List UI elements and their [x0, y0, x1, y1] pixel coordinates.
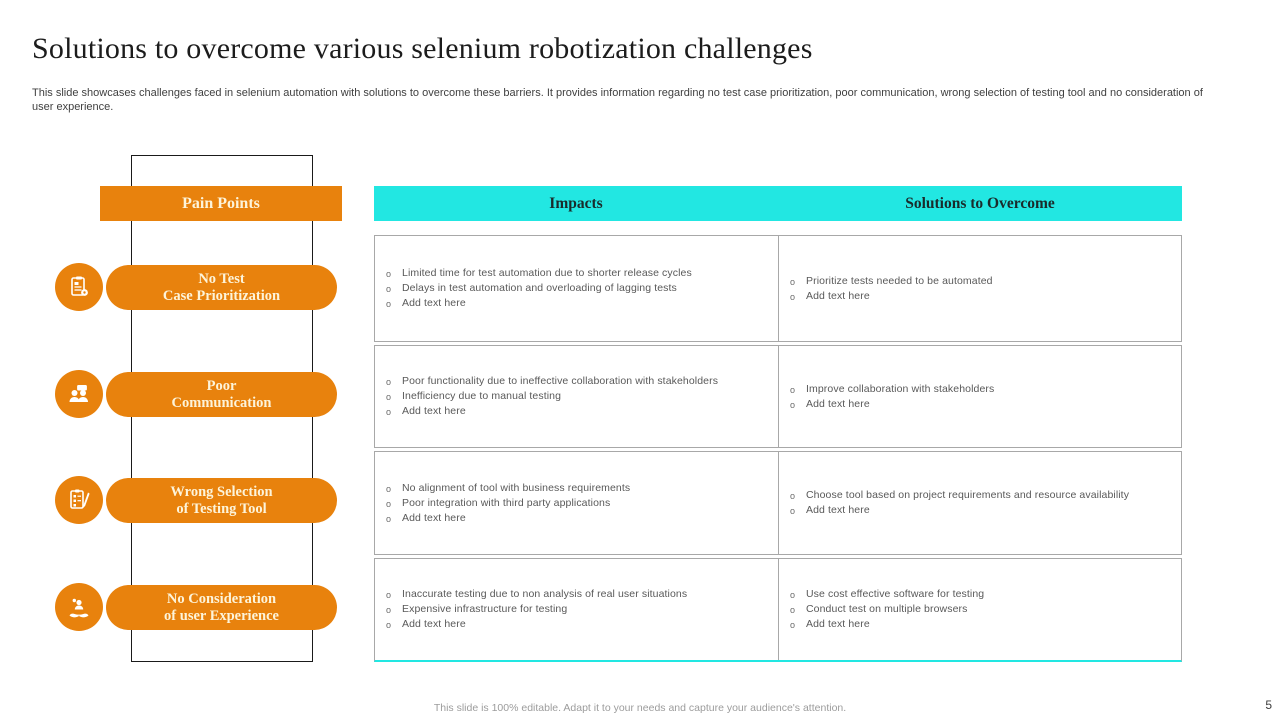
- bullet-marker-icon: o: [386, 407, 392, 417]
- table-row: [374, 235, 1182, 342]
- bullet-list: [790, 274, 993, 304]
- table-header-solutions: Solutions to Overcome: [905, 194, 1055, 212]
- checklist-pencil-icon: [55, 476, 103, 524]
- table-body: [374, 235, 1182, 662]
- table-row: [374, 558, 1182, 662]
- footer-note: This slide is 100% editable. Adapt it to your needs and capture your audience's attention.: [433, 702, 847, 714]
- bullet-item: [790, 617, 984, 632]
- bullet-text: Add text here: [806, 618, 870, 630]
- pain-points-header: Pain Points: [100, 186, 342, 221]
- bullet-item: [386, 404, 718, 419]
- bullet-marker-icon: o: [386, 513, 392, 524]
- table-cell-solutions: [778, 559, 1181, 660]
- table-cell-impacts: [375, 559, 778, 660]
- bullet-marker-icon: o: [790, 605, 796, 615]
- bullet-item: [386, 389, 718, 404]
- pain-point-pill-no-consideration-user-experience: [106, 585, 337, 630]
- bullet-marker-icon: o: [386, 498, 392, 509]
- bullet-marker-icon: o: [386, 299, 392, 309]
- page-number: 5: [1265, 698, 1272, 712]
- pill-label-line: No Test: [198, 270, 245, 287]
- bullet-text: Add text here: [402, 618, 466, 630]
- bullet-marker-icon: o: [790, 590, 796, 600]
- bullet-marker-icon: o: [386, 269, 392, 279]
- bullet-text: Inaccurate testing due to non analysis of real user situations: [402, 588, 688, 600]
- bullet-item: [790, 602, 984, 617]
- pill-label-line: No Consideration: [166, 590, 277, 607]
- bullet-text: Add text here: [402, 297, 466, 309]
- bullet-text: Add text here: [402, 511, 466, 524]
- bullet-item: [386, 496, 630, 511]
- bullet-list: [790, 488, 1129, 518]
- bullet-item: [790, 587, 984, 602]
- bullet-text: Limited time for test automation due to shorter release cycles: [402, 267, 692, 279]
- bullet-marker-icon: o: [386, 605, 392, 615]
- bullet-marker-icon: o: [790, 491, 796, 501]
- bullet-list: [386, 587, 687, 632]
- table-cell-solutions: [778, 346, 1181, 447]
- bullet-marker-icon: o: [386, 377, 392, 387]
- table-cell-impacts: [375, 452, 778, 554]
- bullet-marker-icon: o: [386, 590, 392, 600]
- table-cell-solutions: [778, 236, 1181, 341]
- bullet-text: Delays in test automation and overloading of lagging tests: [402, 282, 677, 294]
- bullet-item: [386, 602, 687, 617]
- bullet-text: Add text here: [806, 504, 870, 516]
- bullet-item: [386, 374, 718, 389]
- table-header: [374, 186, 1182, 221]
- table-row: [374, 451, 1182, 555]
- bullet-item: [790, 382, 994, 397]
- user-care-hands-icon: [55, 583, 103, 631]
- bullet-list: [386, 481, 630, 526]
- pill-label-line: Case Prioritization: [162, 287, 281, 304]
- bullet-item: [386, 587, 687, 602]
- bullet-item: [386, 281, 692, 296]
- bullet-text: Add text here: [806, 397, 870, 410]
- bullet-item: [386, 511, 630, 526]
- bullet-item: [386, 481, 630, 496]
- pain-point-pill-no-test-case-prioritization: [106, 265, 337, 310]
- bullet-item: [790, 503, 1129, 518]
- bullet-marker-icon: o: [790, 620, 796, 630]
- bullet-item: [790, 289, 993, 304]
- bullet-item: [386, 266, 692, 281]
- pain-point-pill-poor-communication: [106, 372, 337, 417]
- bullet-text: Use cost effective software for testing: [806, 588, 985, 600]
- bullet-item: [386, 296, 692, 311]
- bullet-text: Poor functionality due to ineffective collaboration with stakeholders: [402, 375, 719, 387]
- page-title: Solutions to overcome various selenium robotization challenges: [32, 32, 813, 65]
- bullet-item: [790, 488, 1129, 503]
- bullet-text: Expensive infrastructure for testing: [402, 603, 568, 615]
- bullet-marker-icon: o: [790, 506, 796, 516]
- bullet-marker-icon: o: [790, 276, 796, 287]
- bullet-marker-icon: o: [386, 392, 392, 402]
- test-case-document-icon: [55, 263, 103, 311]
- bullet-list: [790, 382, 994, 412]
- table-header-impacts: Impacts: [549, 194, 603, 212]
- bullet-text: Add text here: [402, 405, 466, 417]
- bullet-marker-icon: o: [790, 399, 796, 410]
- bullet-list: [790, 587, 984, 632]
- bullet-list: [386, 266, 692, 311]
- bullet-text: Inefficiency due to manual testing: [402, 390, 562, 402]
- table-cell-impacts: [375, 346, 778, 447]
- pill-label-line: Poor: [206, 377, 237, 394]
- bullet-text: Prioritize tests needed to be automated: [806, 274, 993, 287]
- pill-label-line: of Testing Tool: [176, 500, 267, 517]
- bullet-list: [386, 374, 718, 419]
- bullet-text: Improve collaboration with stakeholders: [806, 382, 995, 395]
- pill-label-line: of user Experience: [164, 607, 279, 624]
- bullet-item: [790, 397, 994, 412]
- table-row: [374, 345, 1182, 448]
- table-cell-solutions: [778, 452, 1181, 554]
- bullet-marker-icon: o: [790, 291, 796, 302]
- bullet-text: Add text here: [806, 289, 870, 302]
- bullet-item: [386, 617, 687, 632]
- bullet-item: [790, 274, 993, 289]
- bullet-marker-icon: o: [790, 384, 796, 395]
- pain-point-pill-wrong-selection-testing-tool: [106, 478, 337, 523]
- pill-label-line: Communication: [171, 394, 272, 411]
- pill-label-line: Wrong Selection: [170, 483, 273, 500]
- bullet-marker-icon: o: [386, 284, 392, 294]
- bullet-text: Conduct test on multiple browsers: [806, 603, 968, 615]
- bullet-marker-icon: o: [386, 620, 392, 630]
- table-cell-impacts: [375, 236, 778, 341]
- bullet-text: Choose tool based on project requirements and resource availability: [806, 489, 1130, 501]
- communication-people-icon: [55, 370, 103, 418]
- bullet-marker-icon: o: [386, 483, 392, 494]
- bullet-text: Poor integration with third party applications: [402, 496, 611, 509]
- bullet-text: No alignment of tool with business requirements: [402, 481, 631, 494]
- slide-description: This slide showcases challenges faced in selenium automation with solutions to overcome these barriers. It provides information regarding no test case prioritization, poor communication, wrong selection of testing tool and no consideration of user experience.: [32, 87, 1203, 113]
